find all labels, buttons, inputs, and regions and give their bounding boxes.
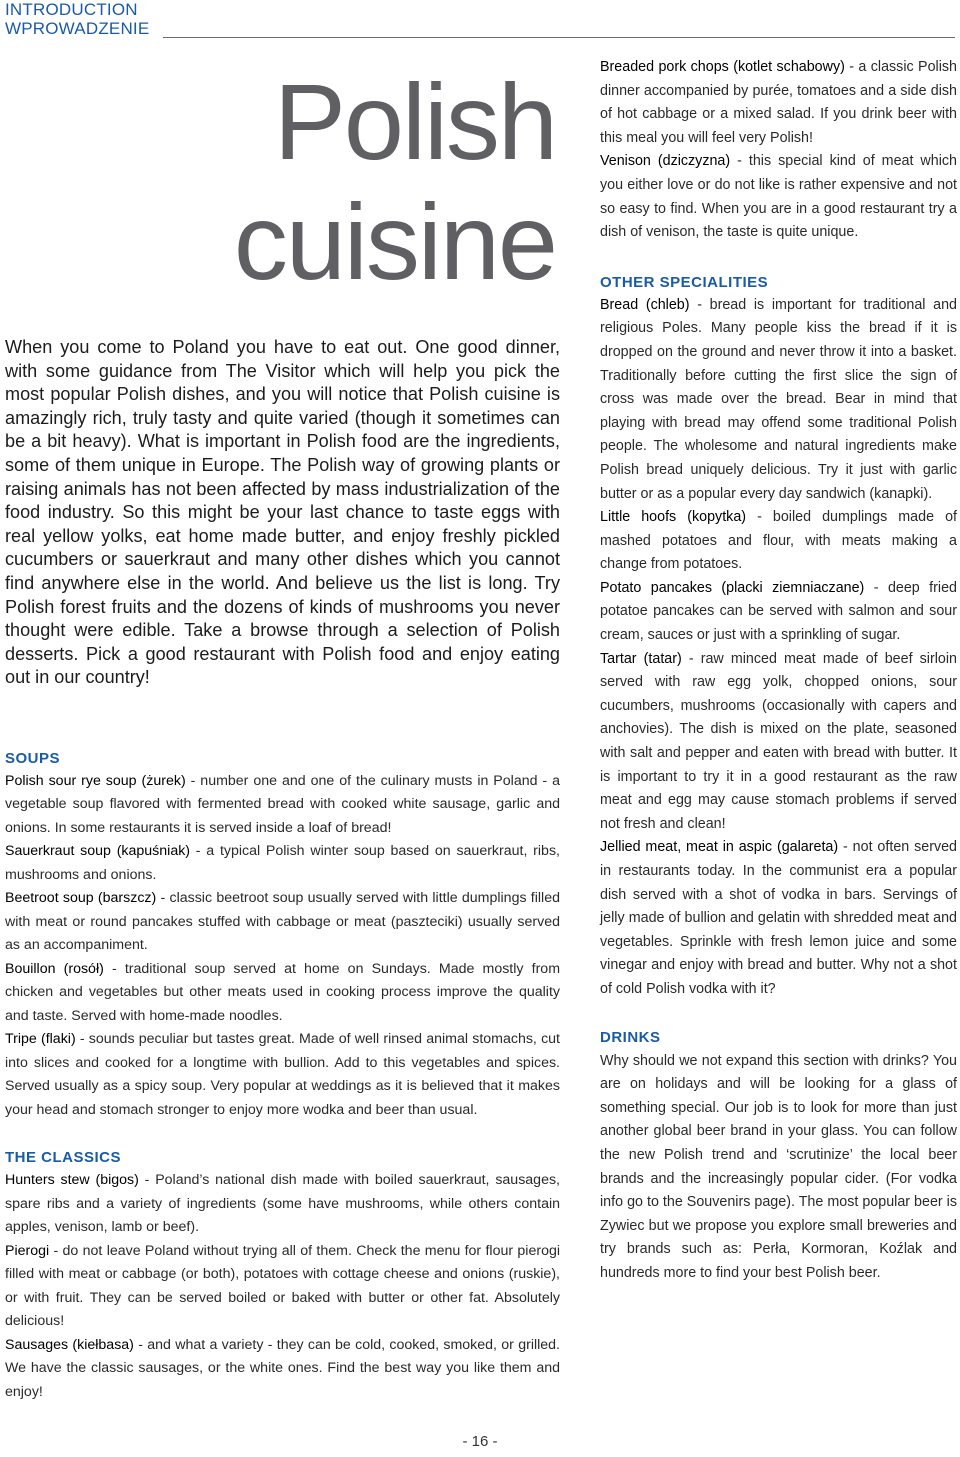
dish-name: Sauerkraut soup (kapuśniak) bbox=[5, 843, 191, 860]
drinks-paragraph: Why should we not expand this section with drinks? You are on holidays and will be looking for a glass of something special. Our job is to look for more than just another global beer brand in your glass. You can follow the new Polish trend and ‘scrutinize’ the local beer brands and the increasingly popular cider. (For vodka info go to the Souvenirs page). The most popular beer is Zywiec but we propose you explore small breweries and try brands such as: Perła, Kormoran, Koźlak and hundreds more to find your best Polish beer. bbox=[600, 1052, 957, 1281]
dish-description: - number one and one of the culinary musts in Poland - a vegetable soup flavored with fermented bread with cooked white sausage, garlic and onions. In some restaurants it is served inside a loaf of bread! bbox=[5, 772, 561, 836]
header-introduction: INTRODUCTION bbox=[5, 0, 138, 19]
dish-description: - traditional soup served at home on Sundays. Made mostly from chicken and vegetables but other meats used in cooking process improve the quality and taste. Served with home-made noodles. bbox=[5, 960, 561, 1024]
soups-heading: SOUPS bbox=[5, 749, 61, 767]
page-header bbox=[5, 0, 955, 38]
dish-name: Tartar (tatar) bbox=[600, 650, 682, 667]
dish-name: Tripe (flaki) bbox=[5, 1031, 76, 1048]
dish-description: - not often served in restaurants today. In the communist era a popular dish served with a shot of vodka in bars. Servings of jelly made of bullion and gelatin with shredded meat and vegetables. Sprinkle with fresh lemon juice and some vinegar and enjoy with bread and butter. Why not a shot of cold Polish vodka with it? bbox=[600, 839, 958, 997]
dish-description: - this special kind of meat which you either love or do not like is rather expensive and not so easy to find. When you are in a good restaurant try a dish of venison, the taste is quite unique. bbox=[600, 153, 957, 241]
dish-name: Beetroot soup (barszcz) bbox=[5, 890, 157, 907]
header-divider bbox=[163, 37, 955, 38]
title-line-1: Polish bbox=[273, 61, 556, 182]
dish-entry bbox=[600, 150, 957, 244]
title-line-2: cuisine bbox=[233, 181, 556, 302]
dish-entry bbox=[600, 506, 957, 577]
dish-name: Sausages (kiełbasa) bbox=[5, 1336, 134, 1353]
dish-name: Breaded pork chops (kotlet schabowy) bbox=[600, 59, 845, 75]
dish-name: Bouillon (rosół) bbox=[5, 960, 104, 977]
other-specialities-heading: OTHER SPECIALITIES bbox=[600, 273, 769, 291]
dish-name: Venison (dziczyzna) bbox=[600, 153, 731, 170]
dish-entry bbox=[5, 770, 560, 841]
page-number: - 16 - bbox=[462, 1433, 498, 1450]
drinks-heading: DRINKS bbox=[600, 1028, 661, 1046]
dish-description: - sounds peculiar but tastes great. Made of well rinsed animal stomachs, cut into slices and cooked for a longtime with bullion. Add to this vegetables and spices. Served usually as a spicy soup. Very popular at weddings as it is believed that it makes your head and stomach stronger to enjoy more wodka and beer than usual. bbox=[5, 1031, 560, 1118]
dish-entry bbox=[5, 1240, 560, 1334]
dish-name: Hunters stew (bigos) bbox=[5, 1172, 139, 1189]
dish-entry bbox=[5, 1028, 560, 1122]
dish-description: - Poland’s national dish made with boiled sauerkraut, sausages, spare ribs and a variety of ingredients (some have mushrooms, while others contain apples, venison, lamb or beef). bbox=[5, 1172, 560, 1236]
dish-entry bbox=[600, 648, 957, 837]
dish-name: Potato pancakes (placki ziemniaczane) bbox=[600, 579, 865, 596]
dish-description: - bread is important for traditional and religious Poles. Many people kiss the bread if it is dropped on the ground and never throw it into a basket. Traditionally before cutting the first slice the sign of cross was made over the bread. Bear in mind that playing with bread may offend some traditional Polish people. The wholesome and natural ingredients make Polish bread uniquely delicious. Try it just with garlic butter or as a popular every day sandwich (kanapki). bbox=[600, 296, 957, 502]
dish-entry bbox=[5, 887, 560, 958]
dish-description: - do not leave Poland without trying all of them. Check the menu for flour pierogi filled with meat or cabbage (or both), potatoes with cottage cheese and onions (ruskie), or with fruit. They can be served boiled or baked with butter or other fat. Absolutely delicious! bbox=[5, 1242, 560, 1330]
dish-description: - a classic Polish dinner accompanied by purée, tomatoes and a side dish of hot cabbage or a mixed salad. If you drink beer with this meal you will feel very Polish! bbox=[600, 59, 957, 146]
left-column bbox=[5, 336, 560, 1404]
header-wprowadzenie: WPROWADZENIE bbox=[5, 19, 150, 38]
classics-heading: THE CLASSICS bbox=[5, 1149, 122, 1167]
dish-entry bbox=[600, 836, 957, 1001]
dish-description: - a typical Polish winter soup based on sauerkraut, ribs, mushrooms and onions. bbox=[5, 843, 560, 883]
right-column bbox=[600, 56, 957, 1286]
dish-name: Pierogi bbox=[5, 1242, 50, 1259]
dish-description: - classic beetroot soup usually served with little dumplings filled with meat or round pancakes stuffed with cabbage or meat (paszteciki) usually served as an accompaniment. bbox=[5, 890, 560, 954]
dish-entry bbox=[5, 840, 560, 887]
dish-name: Polish sour rye soup (żurek) bbox=[5, 772, 186, 789]
dish-description: - and what a variety - they can be cold, cooked, smoked, or grilled. We have the classic sausages, or the white ones. Find the best way you like them and enjoy! bbox=[5, 1336, 561, 1400]
dish-description: - raw minced meat made of beef sirloin served with raw egg yolk, chopped onions, sour cucumbers, mushrooms (occasionally with capers and anchovies). The dish is mixed on the plate, seasoned with salt and pepper and eaten with bread with butter. It is important to try it in a good restaurant as the raw meat and egg may cause stomach problems if served not fresh and clean! bbox=[600, 650, 957, 832]
dish-description: - boiled dumplings made of mashed potatoes and flour, with meats making a change from potatoes. bbox=[600, 509, 957, 573]
dish-name: Bread (chleb) bbox=[600, 296, 690, 313]
dish-description: - deep fried potatoe pancakes can be served with salmon and sour cream, sauces or just with a sprinkling of sugar. bbox=[600, 579, 957, 644]
intro-paragraph: When you come to Poland you have to eat out. One good dinner, with some guidance from The Visitor which will help you pick the most popular Polish dishes, and you will notice that Polish cuisine is amazingly rich, truly tasty and quite varied (though it sometimes can be a bit heavy). What is important in Polish food are the ingredients, some of them unique in Europe. The Polish way of growing plants or raising animals has not been affected by mass industrialization of the food industry. So this might be your last chance to taste eggs with real yellow yolks, eat home made butter, and enjoy freshly pickled cucumbers or sauerkraut and many other dishes which you cannot find anywhere else in the world. And believe us the list is long. Try Polish forest fruits and the dozens of kinds of mushrooms you never thought were edible. Take a browse through a selection of Polish desserts. Pick a good restaurant with Polish food and enjoy eating out in our country! bbox=[5, 337, 560, 688]
dish-name: Little hoofs (kopytka) bbox=[600, 509, 747, 526]
dish-entry bbox=[600, 577, 957, 648]
dish-name: Jellied meat, meat in aspic (galareta) bbox=[600, 839, 839, 856]
dish-entry bbox=[5, 1169, 560, 1240]
dish-entry bbox=[600, 294, 957, 506]
page-title bbox=[234, 62, 556, 302]
dish-entry bbox=[600, 56, 957, 150]
dish-entry bbox=[5, 1334, 560, 1405]
dish-entry bbox=[5, 958, 560, 1029]
